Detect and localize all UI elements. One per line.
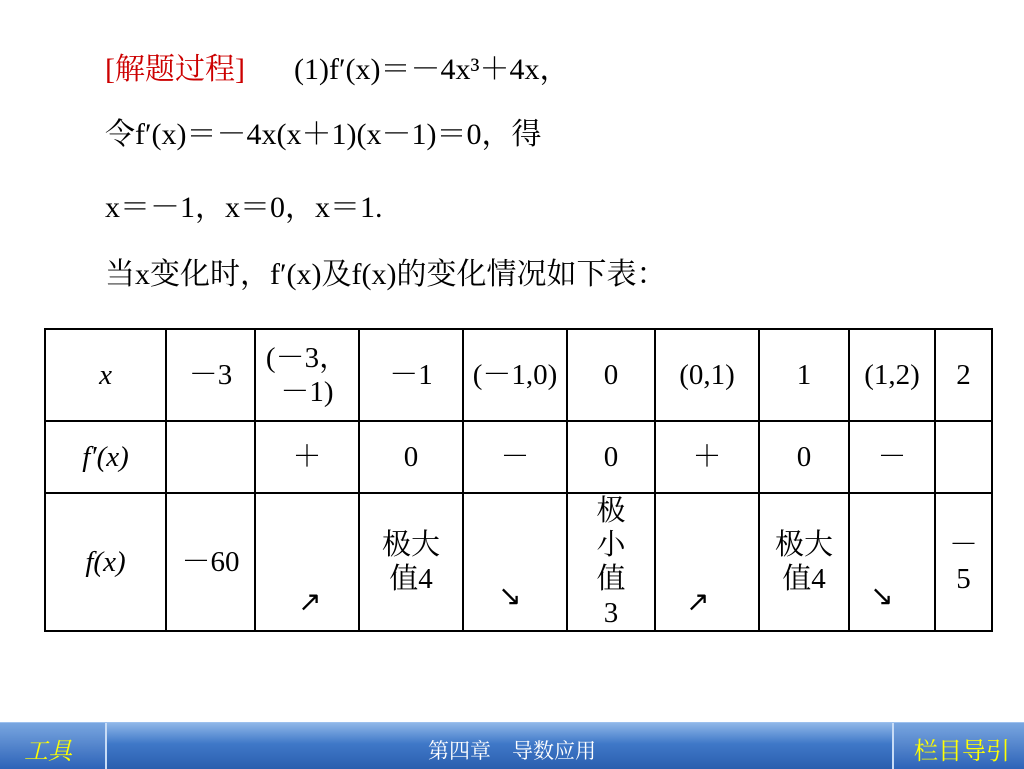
solution-line-1 — [105, 52, 570, 88]
table-cell: x — [45, 329, 166, 421]
table-cell: －60 — [166, 493, 255, 631]
end-value-label: －5 — [948, 529, 978, 595]
variation-table — [44, 328, 993, 632]
table-cell: (1,2) — [849, 329, 935, 421]
increasing-arrow-icon: ↗ — [686, 584, 710, 618]
table-cell — [166, 421, 255, 493]
table-cell: 0 — [359, 421, 463, 493]
table-cell — [567, 493, 655, 631]
table-cell: (－1,0) — [463, 329, 567, 421]
table-cell: ＋ — [255, 421, 359, 493]
table-cell: － — [849, 421, 935, 493]
table-cell — [463, 493, 567, 631]
table-cell: f′(x) — [45, 421, 166, 493]
derivative-formula: (1)f′(x)＝－4x³＋4x， — [293, 53, 570, 86]
table-cell: 0 — [759, 421, 849, 493]
section-nav-button[interactable] — [892, 723, 1024, 769]
table-cell — [655, 493, 759, 631]
table-row-fprime — [45, 421, 992, 493]
table-cell: －1 — [359, 329, 463, 421]
solution-line-4: 当x变化时，f′(x)及f(x)的变化情况如下表： — [105, 258, 667, 291]
table-cell — [359, 493, 463, 631]
table-row-f — [45, 493, 992, 631]
section-nav-label: 栏目导引 — [914, 737, 1010, 765]
table-cell — [849, 493, 935, 631]
table-cell: 2 — [935, 329, 992, 421]
table-cell: (－3，－1) — [255, 329, 359, 421]
table-cell — [935, 493, 992, 631]
increasing-arrow-icon: ↗ — [298, 584, 322, 618]
max-value-label: 极大值4 — [381, 529, 440, 595]
table-cell: 0 — [567, 329, 655, 421]
solution-line-2: 令f′(x)＝－4x(x＋1)(x－1)＝0，得 — [105, 118, 542, 151]
table-cell — [935, 421, 992, 493]
table-cell: 1 — [759, 329, 849, 421]
table-cell: (0,1) — [655, 329, 759, 421]
chapter-title: 第四章 导数应用 — [428, 739, 596, 763]
table-cell: f(x) — [45, 493, 166, 631]
table-cell: －3 — [166, 329, 255, 421]
table-cell — [255, 493, 359, 631]
solution-header-label: [解题过程] — [105, 53, 245, 86]
min-value-label: 极小值3 — [596, 495, 626, 629]
table-cell: ＋ — [655, 421, 759, 493]
table-cell — [759, 493, 849, 631]
solution-line-3: x＝－1，x＝0，x＝1. — [105, 191, 383, 224]
tools-label: 工具 — [24, 737, 72, 765]
decreasing-arrow-icon: ↘ — [870, 578, 894, 612]
table-cell: － — [463, 421, 567, 493]
table-row-x — [45, 329, 992, 421]
max-value-label: 极大值4 — [774, 529, 833, 595]
table-cell: 0 — [567, 421, 655, 493]
footer-bar — [0, 722, 1024, 769]
decreasing-arrow-icon: ↘ — [498, 578, 522, 612]
